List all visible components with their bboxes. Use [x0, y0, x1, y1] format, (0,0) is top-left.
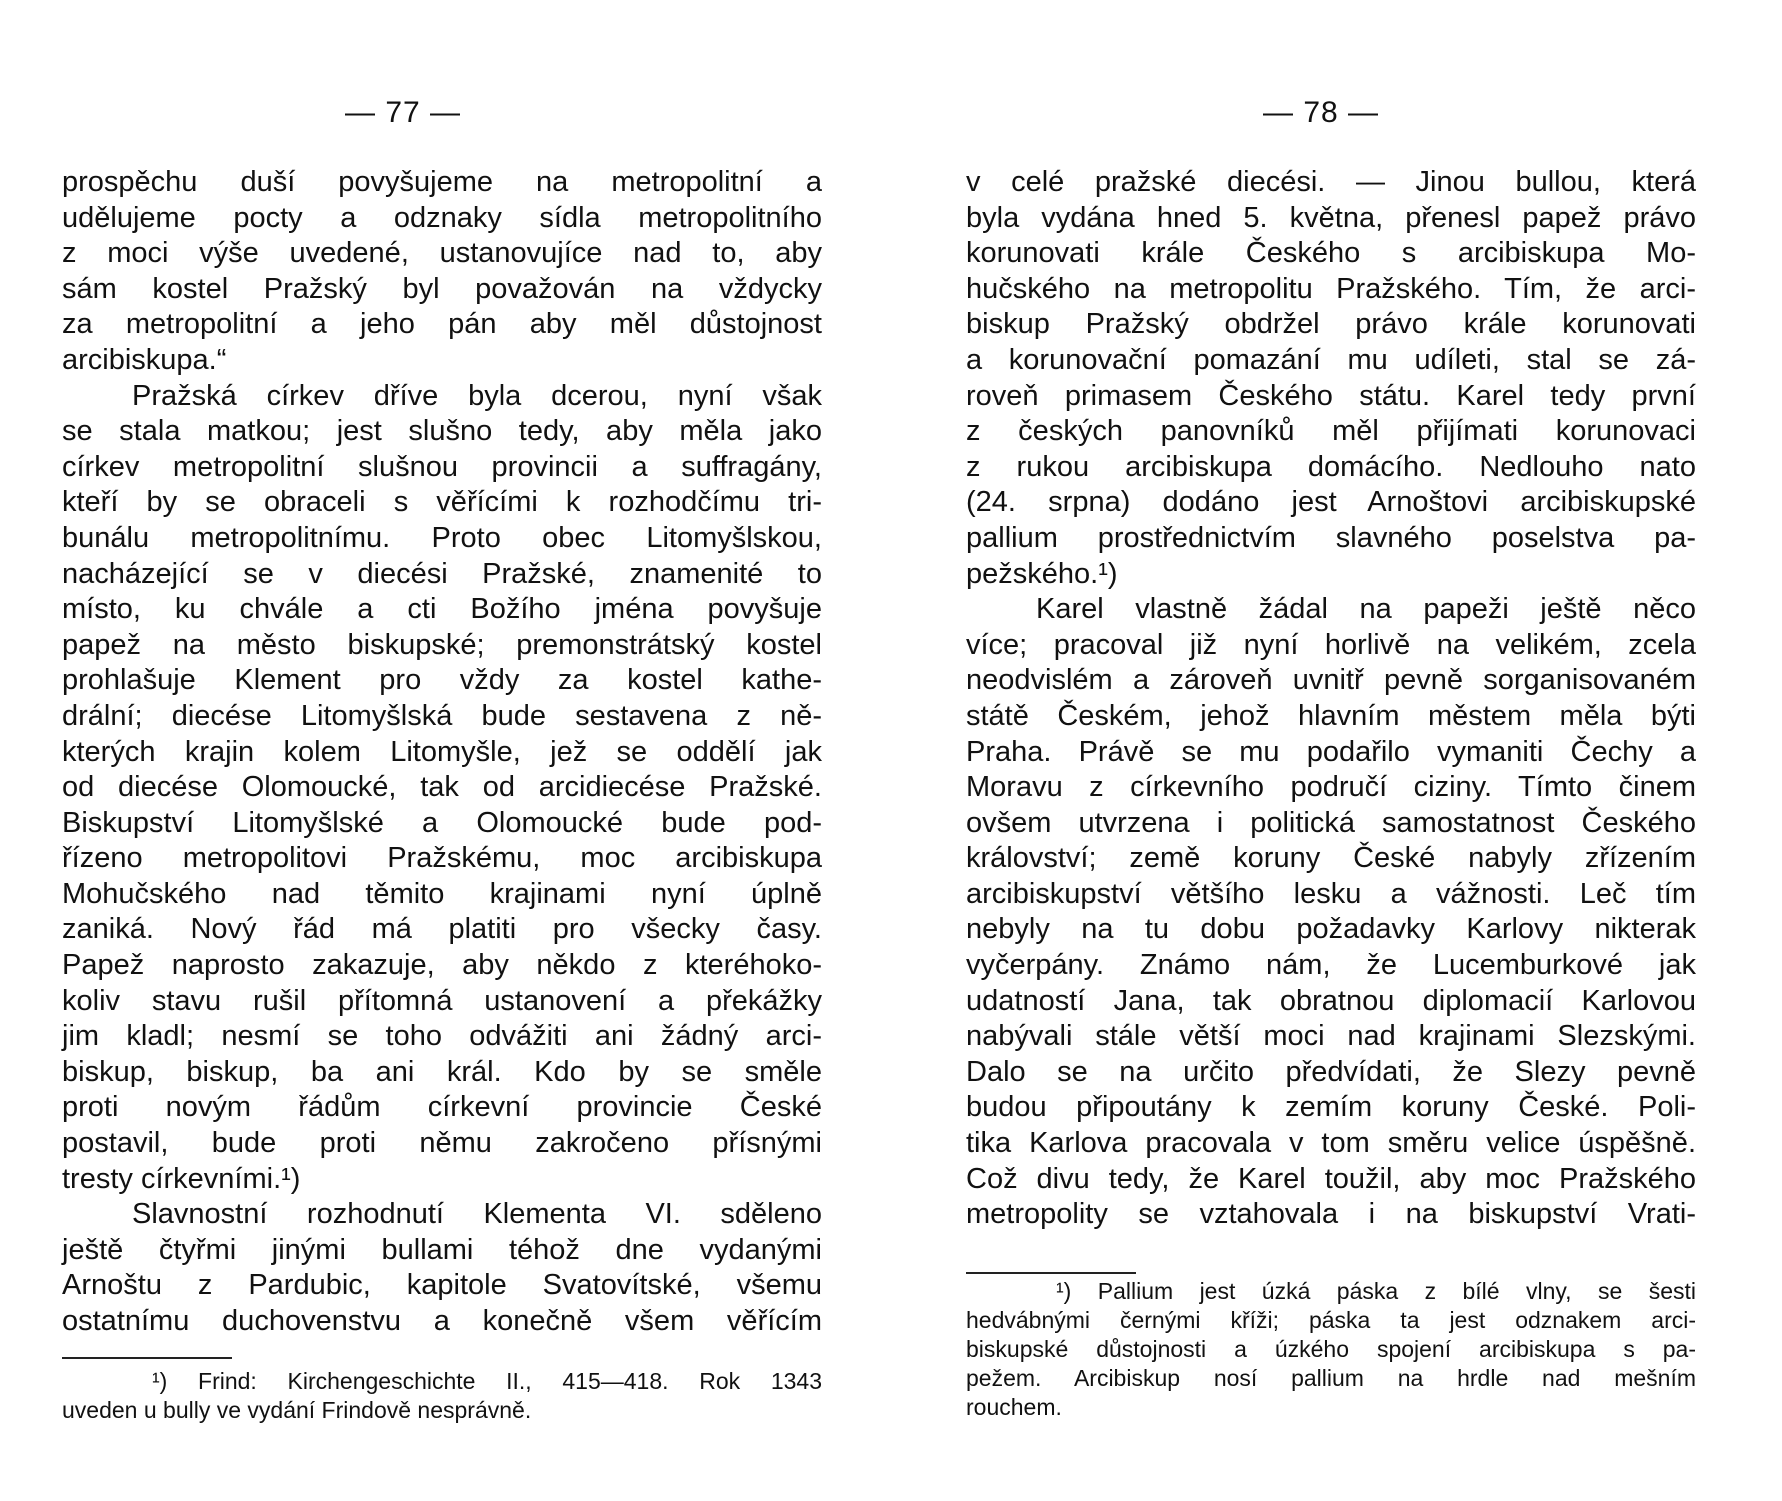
text-line: nebyly na tu dobu požadavky Karlovy nikterak	[966, 913, 1696, 946]
text-line: byla vydána hned 5. května, přenesl papež právo	[966, 201, 1696, 234]
text-line: ostatnímu duchovenstvu a konečně všem věřícím	[62, 1305, 822, 1337]
text-line: biskup Pražský obdržel právo krále korunovati	[966, 308, 1696, 341]
text-line: nacházející se v diecési Pražské, znamenité to	[62, 557, 822, 590]
text-line: ještě čtyřmi jinými bullami téhož dne vydanými	[62, 1233, 822, 1266]
text-line: proti novým řádům církevní provincie České	[62, 1091, 822, 1124]
text-line: místo, ku chvále a cti Božího jména povyšuje	[62, 593, 822, 626]
text-line: Karel vlastně žádal na papeži ještě něco	[1036, 593, 1696, 626]
text-line: neodvislém a zároveň uvnitř pevně sorganisovaném	[966, 664, 1696, 697]
footnote	[966, 1277, 1696, 1422]
text-line: Papež naprosto zakazuje, aby někdo z kteréhoko-	[62, 949, 822, 982]
text-line: budou připoutány k zemím koruny České. Poli-	[966, 1091, 1696, 1124]
text-line: státě Českém, jehož hlavním městem měla býti	[966, 699, 1696, 732]
page-number: — 78 —	[1263, 96, 1380, 129]
text-line: (24. srpna) dodáno jest Arnoštovi arcibiskupské	[966, 486, 1696, 519]
text-line: od diecése Olomoucké, tak od arcidiecése Pražské.	[62, 771, 822, 804]
body-text	[966, 165, 1696, 1233]
text-line: hučského na metropolitu Pražského. Tím, že arci-	[966, 272, 1696, 305]
text-line: prohlašuje Klement pro vždy za kostel kathe-	[62, 664, 822, 697]
footnote-line: uveden u bully ve vydání Frindově nesprávně.	[62, 1397, 532, 1423]
text-line: roveň primasem Českého státu. Karel tedy první	[966, 379, 1696, 412]
text-line: vyčerpány. Známo nám, že Lucemburkové jak	[966, 949, 1696, 982]
text-line: a korunovační pomazání mu udíleti, stal se zá-	[966, 343, 1696, 376]
text-line: korunovati krále Českého s arcibiskupa Mo-	[966, 237, 1696, 270]
text-line: jim kladl; nesmí se toho odvážiti ani žádný arci-	[62, 1020, 822, 1053]
footnote-line: rouchem.	[966, 1394, 1062, 1420]
footnote	[62, 1367, 822, 1425]
text-line: řízeno metropolitovi Pražskému, moc arcibiskupa	[62, 842, 822, 875]
text-line: více; pracoval již nyní horlivě na velikém, zcela	[966, 628, 1696, 661]
text-line: z rukou arcibiskupa domácího. Nedlouho nato	[966, 450, 1696, 483]
text-line: kteří by se obraceli s věřícími k rozhodčímu tri-	[62, 486, 822, 519]
text-line: z moci výše uvedené, ustanovujíce nad to, aby	[62, 237, 822, 270]
text-line: postavil, bude proti němu zakročeno přísnými	[62, 1127, 822, 1160]
footnote-line: pežem. Arcibiskup nosí pallium na hrdle nad mešním	[966, 1365, 1696, 1391]
text-line: ovšem utvrzena i politická samostatnost Českého	[966, 806, 1696, 839]
footnote-line: hedvábnými černými kříži; páska ta jest odznakem arci-	[966, 1307, 1696, 1333]
text-line: arcibiskupství většího lesku a vážnosti. Leč tím	[966, 877, 1696, 910]
text-line: pallium prostřednictvím slavného poselstva pa-	[966, 521, 1696, 554]
text-line: tresty církevními.¹)	[62, 1162, 301, 1195]
footnote-divider	[62, 1357, 232, 1359]
text-line: pežského.¹)	[966, 557, 1118, 590]
text-line: zaniká. Nový řád má platiti pro všecky časy.	[62, 913, 822, 946]
text-line: Slavnostní rozhodnutí Klementa VI. sděleno	[132, 1198, 822, 1231]
text-line: udělujeme pocty a odznaky sídla metropolitního	[62, 201, 822, 234]
text-line: tika Karlova pracovala v tom směru velice úspěšně.	[966, 1127, 1696, 1160]
text-line: papež na město biskupské; premonstrátský kostel	[62, 628, 822, 661]
text-line: v celé pražské diecési. — Jinou bullou, která	[966, 166, 1696, 198]
text-line: Pražská církev dříve byla dcerou, nyní však	[132, 379, 822, 412]
text-line: metropolity se vztahovala i na biskupství Vrati-	[966, 1198, 1696, 1231]
text-line: z českých panovníků měl přijímati korunovaci	[966, 415, 1696, 448]
text-line: koliv stavu rušil přítomná ustanovení a překážky	[62, 984, 822, 1017]
page-number: — 77 —	[345, 96, 462, 129]
text-line: Biskupství Litomyšlské a Olomoucké bude pod-	[62, 806, 822, 839]
text-line: Arnoštu z Pardubic, kapitole Svatovítské, všemu	[62, 1269, 822, 1302]
text-line: prospěchu duší povyšujeme na metropolitní a	[62, 166, 822, 198]
text-line: nabývali stále větší moci nad krajinami Slezskými.	[966, 1020, 1696, 1053]
text-line: kterých krajin kolem Litomyšle, jež se oddělí jak	[62, 735, 822, 768]
text-line: se stala matkou; jest slušno tedy, aby měla jako	[62, 415, 822, 448]
footnote-line: biskupské důstojnosti a úzkého spojení arcibiskupa s pa-	[966, 1336, 1696, 1362]
text-line: Mohučského nad těmito krajinami nyní úplně	[62, 877, 822, 910]
text-line: církev metropolitní slušnou provincii a suffragány,	[62, 450, 822, 483]
text-line: arcibiskupa.“	[62, 343, 227, 376]
body-text	[62, 165, 822, 1340]
text-line: sám kostel Pražský byl považován na vždycky	[62, 272, 822, 305]
text-line: za metropolitní a jeho pán aby měl důstojnost	[62, 308, 822, 341]
footnote-line: ¹) Pallium jest úzká páska z bílé vlny, se šesti	[1056, 1278, 1696, 1304]
text-line: království; země koruny České nabyly zřízením	[966, 842, 1696, 875]
footnote-divider	[966, 1272, 1136, 1274]
text-line: Dalo se na určito předvídati, že Slezy pevně	[966, 1055, 1696, 1088]
text-line: Což divu tedy, že Karel toužil, aby moc Pražského	[966, 1162, 1696, 1195]
footnote-line: ¹) Frind: Kirchengeschichte II., 415—418. Rok 1343	[152, 1368, 822, 1394]
text-line: biskup, biskup, ba ani král. Kdo by se směle	[62, 1055, 822, 1088]
text-line: Moravu z církevního područí ciziny. Tímto činem	[966, 771, 1696, 804]
text-line: Praha. Právě se mu podařilo vymaniti Čechy a	[966, 735, 1696, 768]
text-line: udatností Jana, tak obratnou diplomacií Karlovou	[966, 984, 1696, 1017]
text-line: bunálu metropolitnímu. Proto obec Litomyšlskou,	[62, 521, 822, 554]
text-line: drální; diecése Litomyšlská bude sestavena z ně-	[62, 699, 822, 732]
